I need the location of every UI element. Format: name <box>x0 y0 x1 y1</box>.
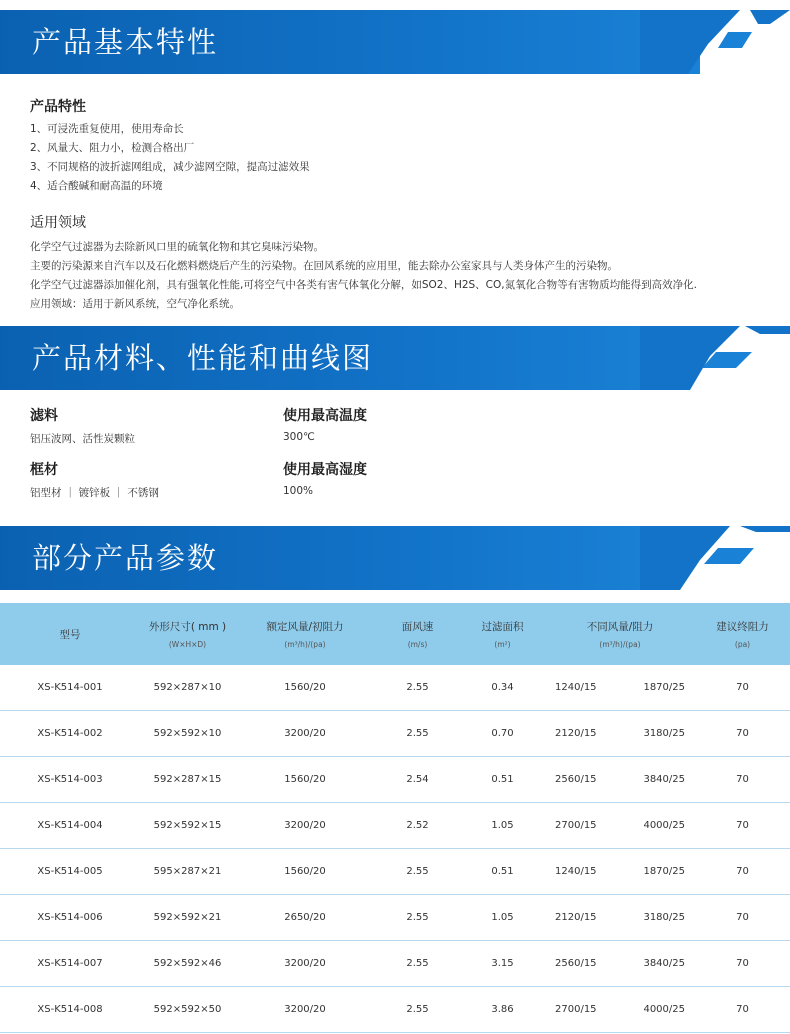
cell-size: 592×592×50 <box>153 1003 222 1015</box>
cell-area: 0.34 <box>491 682 514 694</box>
cell-area: 1.05 <box>491 820 514 832</box>
cell-v2: 4000/25 <box>643 820 685 832</box>
cell-area: 1.05 <box>491 911 514 923</box>
application-line: 化学空气过滤器添加催化剂，具有强氧化性能,可将空气中各类有害气体氧化分解，如SO2、H2S、CO,氮氧化合物等有害物质均能得到高效净化. <box>30 279 697 291</box>
features-block <box>30 96 770 314</box>
material-humidity-label: 使用最高湿度 <box>283 462 367 478</box>
material-frame <box>30 459 159 500</box>
cell-final: 70 <box>736 866 749 877</box>
cell-speed: 2.55 <box>406 1003 429 1015</box>
cell-area: 0.51 <box>491 866 514 877</box>
header-variable: 不同风量/阻力 (m³/h)/(pa) <box>586 621 654 649</box>
banner-lightning-decor <box>640 526 790 590</box>
material-filter <box>30 405 135 446</box>
material-frame-label: 框材 <box>30 462 58 478</box>
cell-v2: 3180/25 <box>643 728 685 740</box>
header-final: 建议终阻力 (pa) <box>716 621 769 649</box>
cell-model: XS-K514-003 <box>37 774 103 786</box>
table-row <box>0 940 790 986</box>
header-speed: 面风速 (m/s) <box>401 621 434 649</box>
cell-size: 592×592×46 <box>153 957 222 969</box>
section-title-materials: 产品材料、性能和曲线图 <box>32 341 374 375</box>
cell-size: 592×592×10 <box>153 728 222 740</box>
cell-rated: 3200/20 <box>284 728 326 740</box>
feature-item: 4、适合酸碱和耐高温的环境 <box>30 180 163 192</box>
cell-v1: 2120/15 <box>555 728 597 740</box>
table-row <box>0 894 790 940</box>
banner-lightning-decor <box>640 326 790 390</box>
cell-variable <box>545 803 695 849</box>
cell-size: 592×592×15 <box>153 820 222 832</box>
cell-area: 3.86 <box>491 1003 514 1015</box>
cell-v2: 4000/25 <box>643 1003 685 1015</box>
cell-model: XS-K514-008 <box>37 1003 103 1015</box>
feature-item: 3、不同规格的波折滤网组成，减少滤网空隙，提高过滤效果 <box>30 161 310 173</box>
cell-rated: 3200/20 <box>284 1003 326 1015</box>
cell-rated: 1560/20 <box>284 682 326 694</box>
cell-size: 592×287×10 <box>153 682 222 694</box>
feature-item: 2、风量大、阻力小，检测合格出厂 <box>30 142 195 154</box>
application-line: 应用领域：适用于新风系统，空气净化系统。 <box>30 298 240 310</box>
feature-item: 1、可浸洗重复使用，使用寿命长 <box>30 123 184 135</box>
cell-variable <box>545 665 695 711</box>
section-banner-params <box>0 526 790 590</box>
cell-variable <box>545 894 695 940</box>
cell-rated: 3200/20 <box>284 820 326 832</box>
cell-model: XS-K514-005 <box>37 866 103 877</box>
header-area: 过滤面积 (m²) <box>481 621 524 649</box>
cell-final: 70 <box>736 820 749 832</box>
cell-variable <box>545 940 695 986</box>
cell-variable <box>545 986 695 1032</box>
header-rated: 额定风量/初阻力 (m³/h)/(pa) <box>266 621 344 649</box>
cell-v1: 2560/15 <box>555 957 597 969</box>
cell-speed: 2.55 <box>406 728 429 740</box>
cell-v2: 1870/25 <box>643 866 685 877</box>
cell-v2: 3180/25 <box>643 911 685 923</box>
cell-area: 3.15 <box>491 957 514 969</box>
cell-variable <box>545 757 695 803</box>
cell-variable <box>545 711 695 757</box>
params-table <box>0 603 790 1033</box>
cell-v1: 2700/15 <box>555 1003 597 1015</box>
material-temp-label: 使用最高温度 <box>283 408 367 424</box>
cell-model: XS-K514-004 <box>37 820 103 832</box>
cell-area: 0.70 <box>491 728 514 740</box>
table-row <box>0 757 790 803</box>
banner-lightning-decor <box>640 10 790 74</box>
material-temp <box>283 405 367 443</box>
cell-speed: 2.55 <box>406 911 429 923</box>
cell-size: 595×287×21 <box>153 866 222 877</box>
cell-final: 70 <box>736 682 749 694</box>
cell-final: 70 <box>736 728 749 740</box>
cell-v1: 1240/15 <box>555 866 597 877</box>
cell-speed: 2.55 <box>406 866 429 877</box>
section-banner-basic <box>0 10 790 74</box>
material-humidity-value: 100% <box>283 485 314 497</box>
table-header-row <box>0 603 790 665</box>
cell-v2: 3840/25 <box>643 774 685 786</box>
cell-area: 0.51 <box>491 774 514 786</box>
features-heading: 产品特性 <box>30 99 86 115</box>
section-title-basic: 产品基本特性 <box>32 25 219 59</box>
cell-rated: 1560/20 <box>284 866 326 877</box>
material-humidity <box>283 459 367 497</box>
cell-size: 592×592×21 <box>153 911 222 923</box>
cell-size: 592×287×15 <box>153 774 222 786</box>
table-row <box>0 665 790 711</box>
cell-model: XS-K514-007 <box>37 957 103 969</box>
application-heading: 适用领域 <box>30 215 86 231</box>
table-row <box>0 803 790 849</box>
application-line: 化学空气过滤器为去除新风口里的硫氧化物和其它臭味污染物。 <box>30 241 324 253</box>
cell-v2: 3840/25 <box>643 957 685 969</box>
table-row <box>0 849 790 895</box>
table-row <box>0 711 790 757</box>
material-filter-value: 铝压波网、活性炭颗粒 <box>30 433 135 445</box>
cell-variable <box>545 849 695 895</box>
header-size: 外形尺寸( mm ) (W×H×D) <box>148 621 227 649</box>
section-banner-materials <box>0 326 790 390</box>
section-title-params: 部分产品参数 <box>32 541 219 575</box>
material-filter-label: 滤料 <box>30 408 58 424</box>
cell-rated: 2650/20 <box>284 911 326 923</box>
cell-model: XS-K514-006 <box>37 911 103 923</box>
cell-v1: 1240/15 <box>555 682 597 694</box>
cell-final: 70 <box>736 1003 749 1015</box>
application-line: 主要的污染源来自汽车以及石化燃料燃烧后产生的污染物。在回风系统的应用里，能去除办公室家具与人类身体产生的污染物。 <box>30 260 618 272</box>
table-row <box>0 986 790 1032</box>
cell-v2: 1870/25 <box>643 682 685 694</box>
cell-speed: 2.55 <box>406 682 429 694</box>
header-model: 型号 <box>59 628 81 641</box>
cell-rated: 3200/20 <box>284 957 326 969</box>
cell-final: 70 <box>736 911 749 923</box>
cell-model: XS-K514-001 <box>37 682 103 694</box>
cell-final: 70 <box>736 957 749 969</box>
cell-speed: 2.52 <box>406 820 429 832</box>
cell-speed: 2.55 <box>406 957 429 969</box>
cell-speed: 2.54 <box>406 774 429 786</box>
cell-final: 70 <box>736 774 749 786</box>
cell-v1: 2120/15 <box>555 911 597 923</box>
material-frame-value: 铝型材 ｜ 镀锌板 ｜ 不锈钢 <box>30 487 159 499</box>
cell-v1: 2700/15 <box>555 820 597 832</box>
cell-model: XS-K514-002 <box>37 728 103 740</box>
material-temp-value: 300℃ <box>283 431 315 443</box>
cell-v1: 2560/15 <box>555 774 597 786</box>
cell-rated: 1560/20 <box>284 774 326 786</box>
